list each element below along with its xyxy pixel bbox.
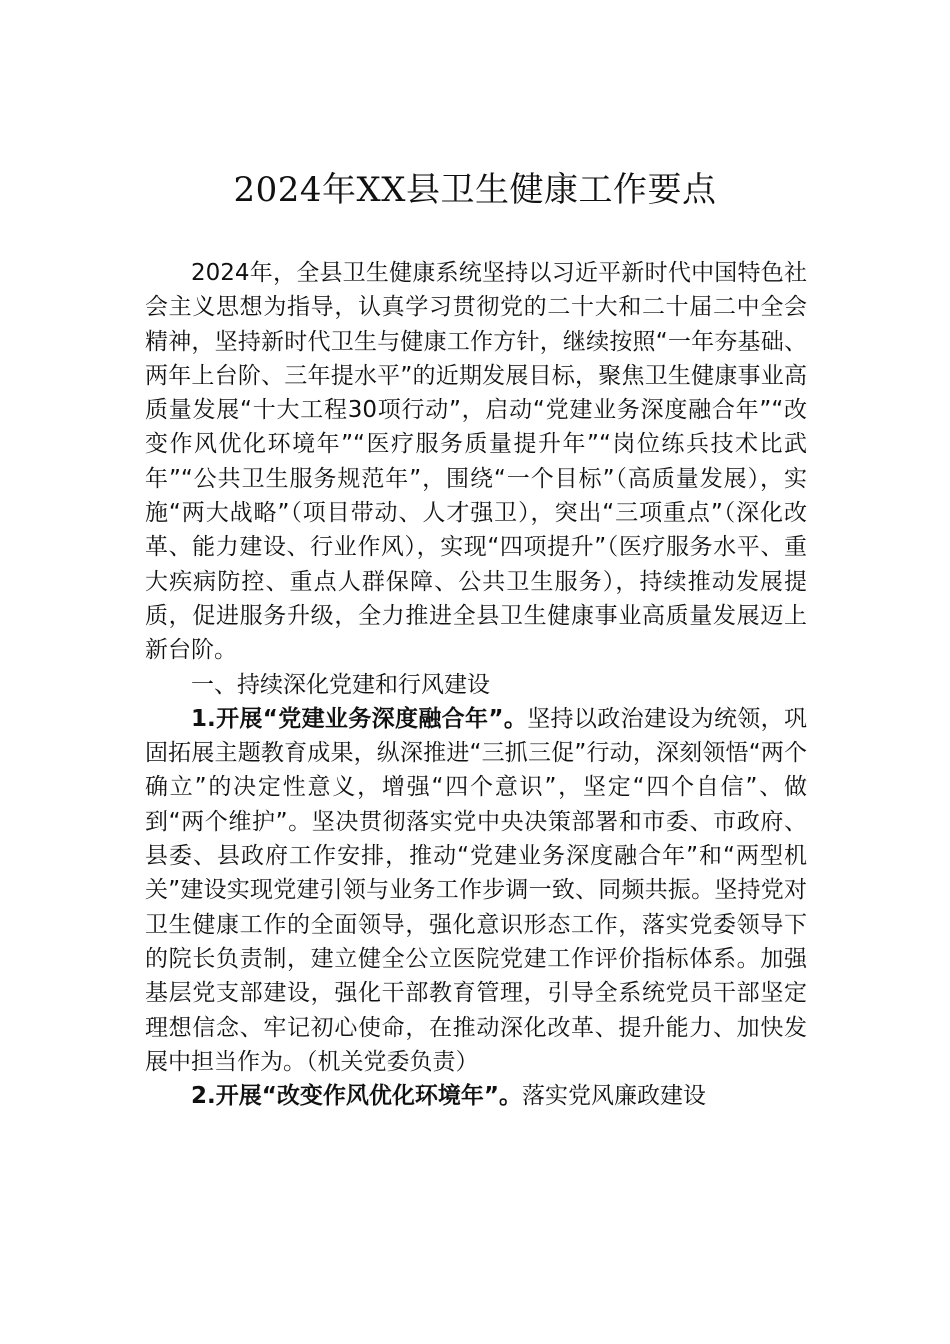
item-lead-2: 2.开展“改变作风优化环境年”。 [191, 1083, 522, 1110]
item-paragraph-2 [145, 1079, 807, 1113]
item-paragraph-1 [145, 702, 807, 1079]
item-text-2: 落实党风廉政建设 [521, 1083, 706, 1110]
document-body [145, 256, 807, 1113]
section-heading: 一、持续深化党建和行风建设 [191, 671, 490, 698]
intro-paragraph: 2024年，全县卫生健康系统坚持以习近平新时代中国特色社会主义思想为指导，认真学习贯彻党的二十大和二十届二中全会精神，坚持新时代卫生与健康工作方针，继续按照“一年夯基础、两年上台阶、三年提水平”的近期发展目标，聚焦卫生健康事业高质量发展“十大工程30项行动”，启动“党建业务深度融合年”“改变作风优化环境年”“医疗服务质量提升年”“岗位练兵技术比武年”“公共卫生服务规范年”，围绕“一个目标”（高质量发展），实施“两大战略”（项目带动、人才强卫），突出“三项重点”（深化改革、能力建设、行业作风），实现“四项提升”（医疗服务水平、重大疾病防控、重点人群保障、公共卫生服务），持续推动发展提质，促进服务升级，全力推进全县卫生健康事业高质量发展迈上新台阶。 [145, 260, 807, 664]
item-lead-1: 1.开展“党建业务深度融合年”。 [191, 705, 528, 732]
item-text-1: 坚持以政治建设为统领，巩固拓展主题教育成果，纵深推进“三抓三促”行动，深刻领悟“两个确立”的决定性意义，增强“四个意识”，坚定“四个自信”、做到“两个维护”。坚决贯彻落实党中央决策部署和市委、市政府、县委、县政府工作安排，推动“党建业务深度融合年”和“两型机关”建设实现党建引领与业务工作步调一致、同频共振。坚持党对卫生健康工作的全面领导，强化意识形态工作，落实党委领导下的院长负责制，建立健全公立医院党建工作评价指标体系。加强基层党支部建设，强化干部教育管理，引导全系统党员干部坚定理想信念、牢记初心使命，在推动深化改革、提升能力、加快发展中担当作为。（机关党委负责） [145, 705, 808, 1075]
document-title: 2024年XX县卫生健康工作要点 [233, 170, 717, 210]
